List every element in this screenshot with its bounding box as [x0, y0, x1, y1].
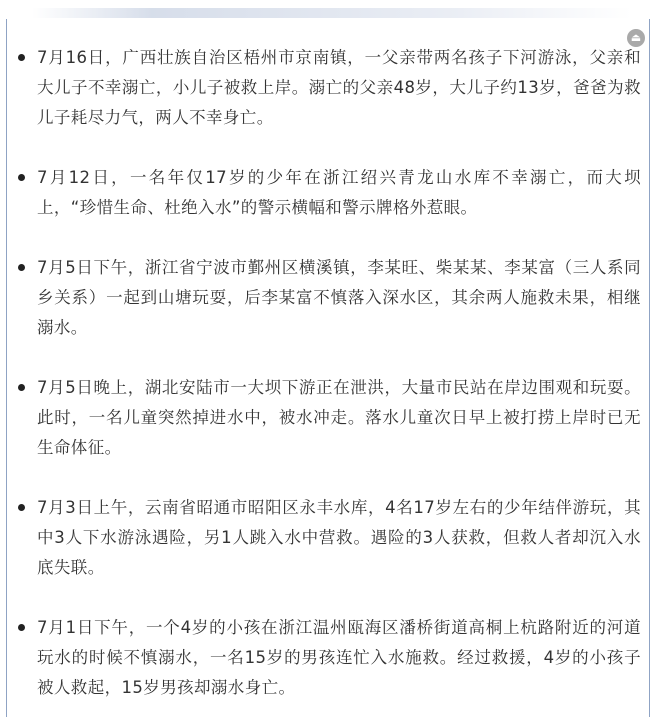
exit-icon[interactable]: ⏏: [627, 29, 645, 47]
news-card: [6, 19, 650, 717]
news-item-text: 7月5日晚上，湖北安陆市一大坝下游正在泄洪，大量市民站在岸边围观和玩耍。此时，一名儿童突然掉进水中，被水冲走。落水儿童次日早上被打捞上岸时已无生命体征。: [37, 378, 641, 457]
bullet-icon: [18, 504, 25, 511]
list-item: [7, 163, 649, 223]
list-item: [7, 493, 649, 583]
bullet-icon: [18, 624, 25, 631]
list-item: [7, 373, 649, 463]
bullet-icon: [18, 54, 25, 61]
bullet-icon: [18, 264, 25, 271]
header-divider: [32, 8, 632, 18]
list-item: [7, 43, 649, 133]
bullet-icon: [18, 384, 25, 391]
news-item-text: 7月3日上午，云南省昭通市昭阳区永丰水库，4名17岁左右的少年结伴游玩，其中3人下水游泳遇险，另1人跳入水中营救。遇险的3人获救，但救人者却沉入水底失联。: [37, 498, 641, 577]
bullet-icon: [18, 174, 25, 181]
news-item-text: 7月1日下午，一个4岁的小孩在浙江温州瓯海区潘桥街道高桐上杭路附近的河道玩水的时候不慎溺水，一名15岁的男孩连忙入水施救。经过救援，4岁的小孩子被人救起，15岁男孩却溺水身亡。: [37, 618, 641, 697]
list-item: [7, 253, 649, 343]
list-item: [7, 613, 649, 703]
news-item-text: 7月12日，一名年仅17岁的少年在浙江绍兴青龙山水库不幸溺亡，而大坝上，“珍惜生命、杜绝入水”的警示横幅和警示牌格外惹眼。: [37, 168, 641, 217]
news-item-text: 7月16日，广西壮族自治区梧州市京南镇，一父亲带两名孩子下河游泳，父亲和大儿子不幸溺亡，小儿子被救上岸。溺亡的父亲48岁，大儿子约13岁，爸爸为救儿子耗尽力气，两人不幸身亡。: [37, 48, 641, 127]
news-list: [7, 43, 649, 717]
news-item-text: 7月5日下午，浙江省宁波市鄞州区横溪镇，李某旺、柴某某、李某富（三人系同乡关系）一起到山塘玩耍，后李某富不慎落入深水区，其余两人施救未果，相继溺水。: [37, 258, 641, 337]
